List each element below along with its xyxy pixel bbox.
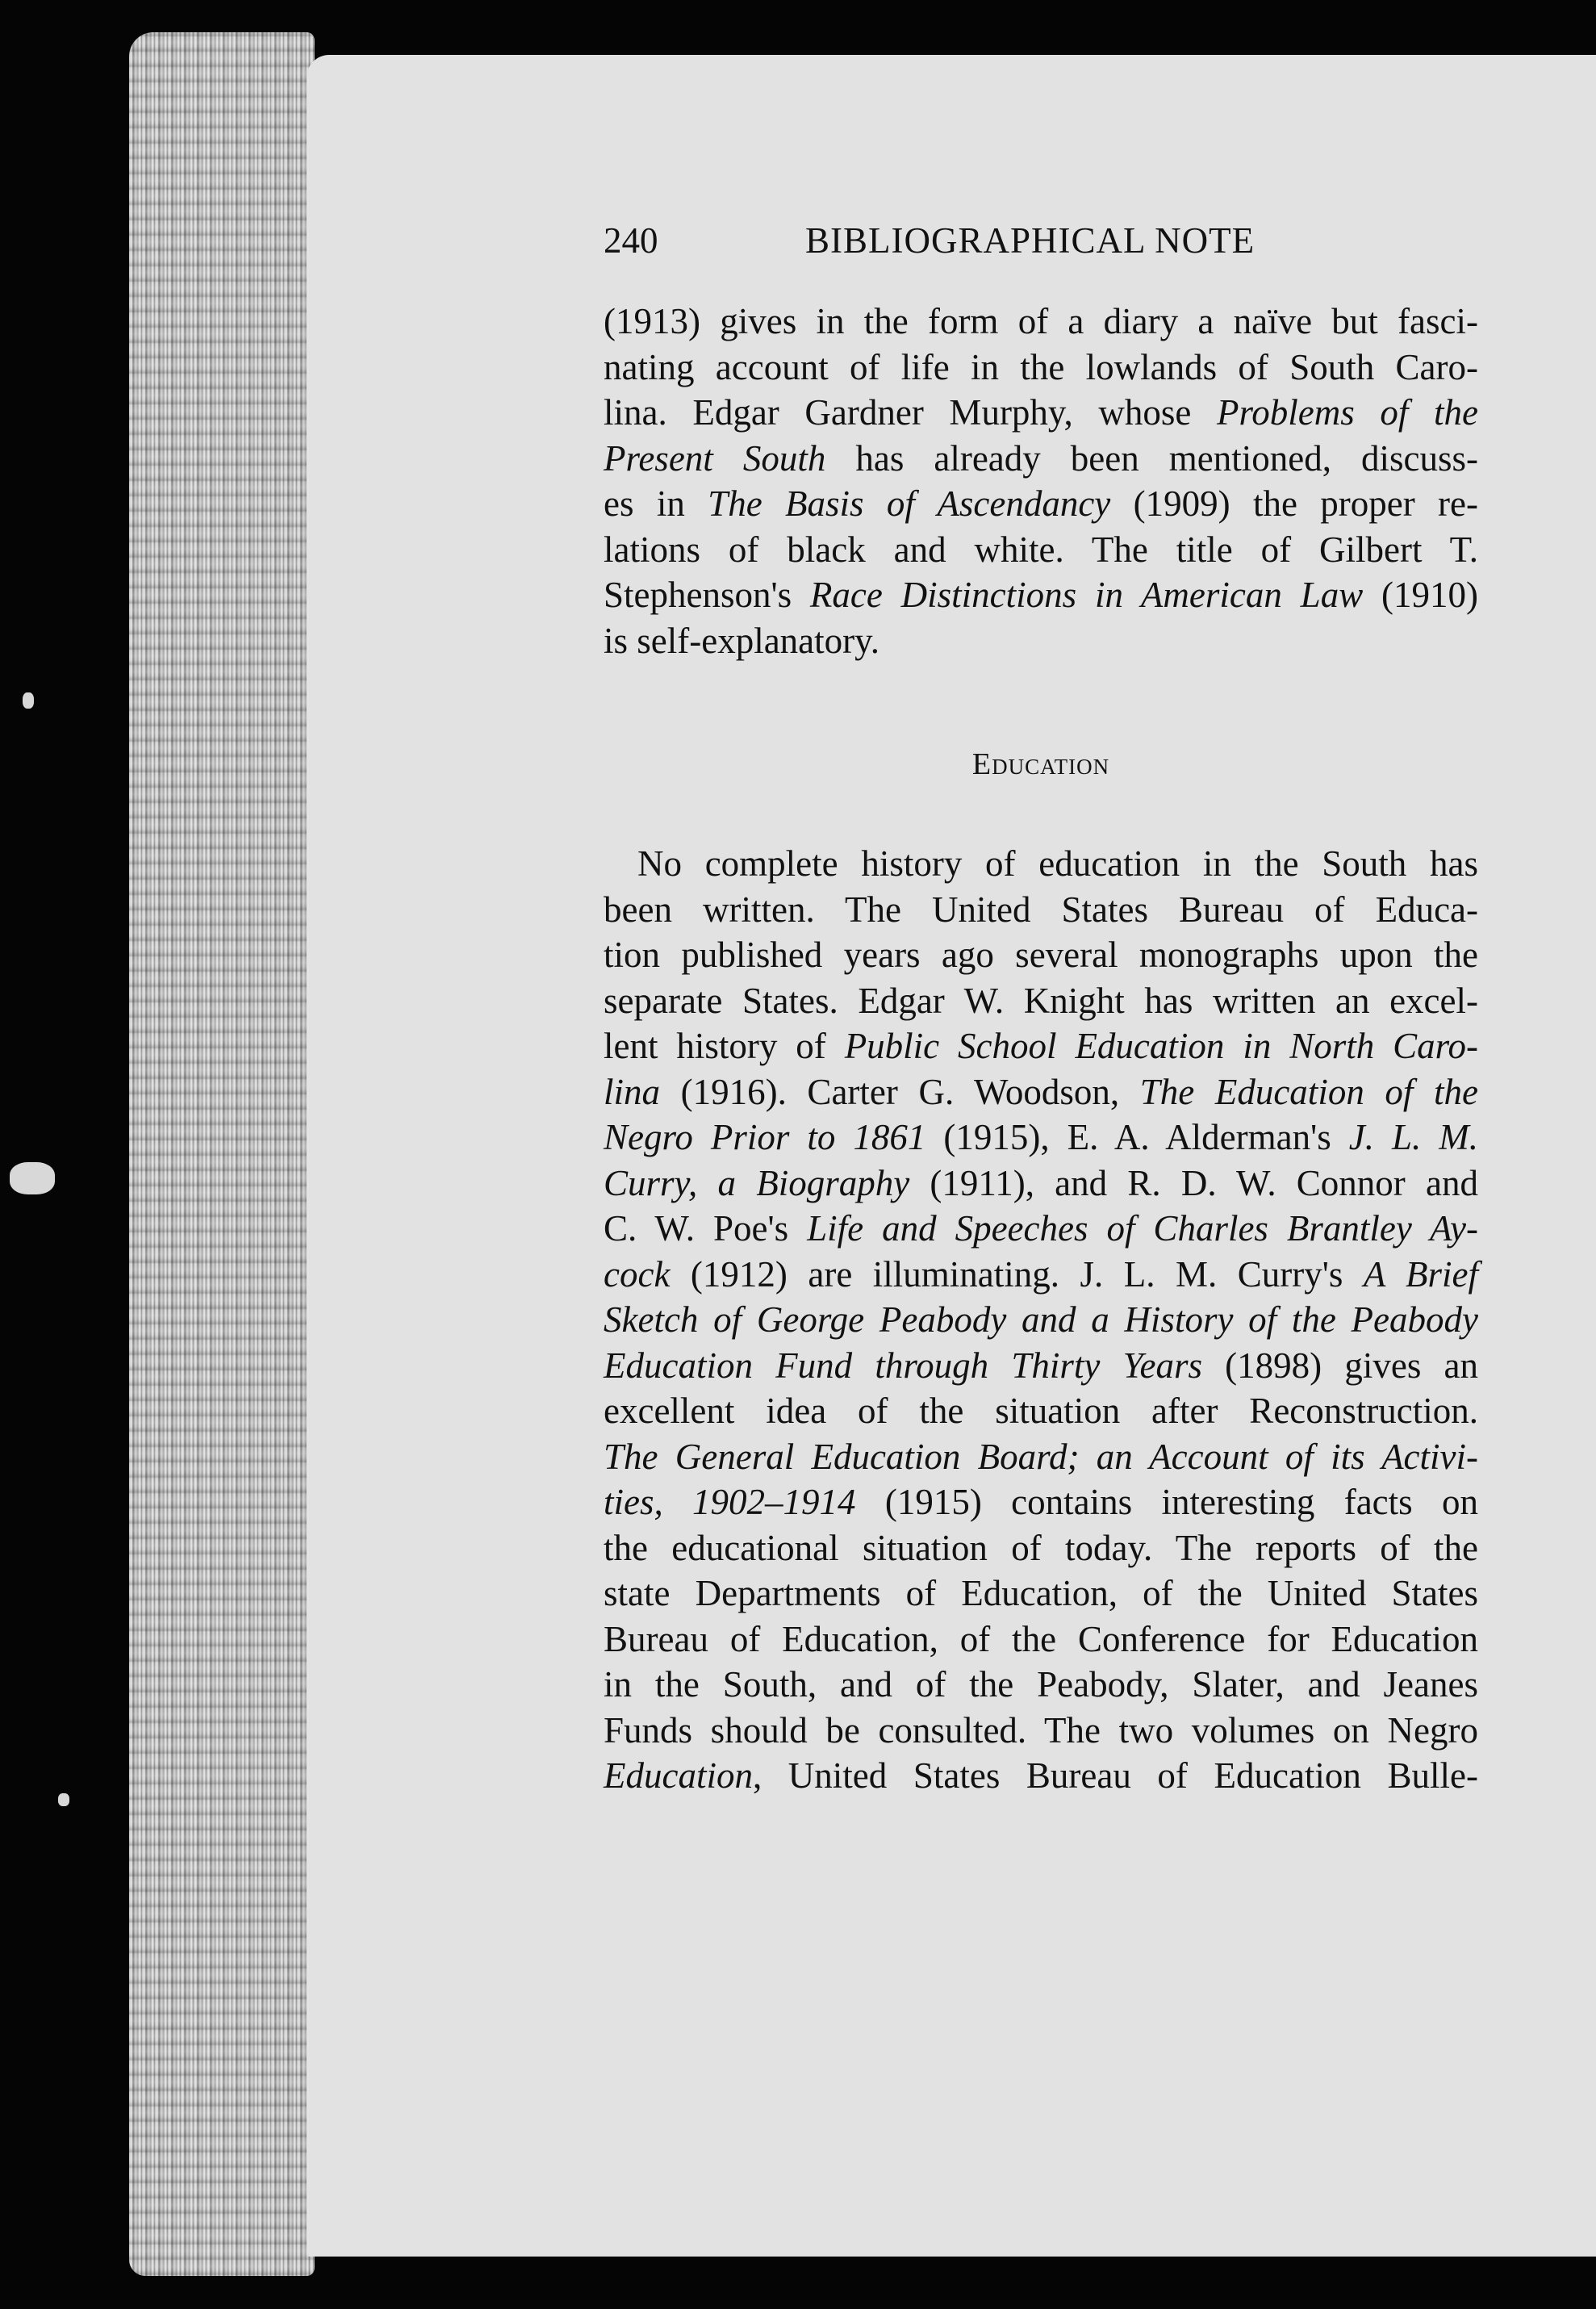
text-line — [604, 345, 1478, 391]
text-run: tion published years ago several monographs upon the — [604, 935, 1478, 975]
text-run: in the South, and of the Peabody, Slater, and Jeanes — [604, 1664, 1478, 1705]
text-run: (1910) — [1363, 575, 1478, 615]
text-run: separate States. Edgar W. Knight has written an excel- — [604, 980, 1478, 1021]
text-run: , United States Bureau of Education Bulle- — [752, 1755, 1478, 1796]
text-line — [604, 527, 1478, 573]
italic-title: cock — [604, 1253, 671, 1295]
page-stack-edge — [129, 32, 315, 2276]
gutter-speck — [58, 1793, 69, 1806]
text-line — [604, 1069, 1478, 1115]
italic-title: J. L. M. — [1348, 1117, 1478, 1157]
text-line — [604, 1023, 1478, 1069]
text-run: has already been mentioned, discuss- — [825, 437, 1478, 479]
text-run: Funds should be consulted. The two volumes on Negro — [604, 1709, 1478, 1751]
text-line — [604, 1206, 1478, 1252]
page-number: 240 — [604, 220, 658, 261]
text-run: is self-explanatory. — [604, 620, 879, 661]
text-line — [604, 1525, 1478, 1571]
text-run: been written. The United States Bureau of Educa- — [604, 889, 1478, 930]
text-run: Stephenson's — [604, 575, 810, 615]
italic-title: Education Fund through Thirty Years — [604, 1345, 1202, 1386]
italic-title: Public School Education in North Caro- — [844, 1026, 1478, 1066]
text-run: es in — [604, 483, 708, 524]
italic-title: ties, 1902–1914 — [604, 1482, 856, 1522]
running-title: BIBLIOGRAPHICAL NOTE — [805, 220, 1255, 261]
text-line — [604, 299, 1478, 345]
text-line — [604, 1161, 1478, 1207]
italic-title: The Basis of Ascendancy — [708, 483, 1111, 524]
paragraph-education — [604, 841, 1478, 1799]
italic-title: Sketch of George Peabody and a History of the Peabody — [604, 1299, 1478, 1340]
text-run: lina. Edgar Gardner Murphy, whose — [604, 392, 1217, 433]
text-line — [604, 841, 1478, 887]
text-line — [604, 1479, 1478, 1525]
italic-title: Curry, a Biography — [604, 1162, 910, 1203]
text-line — [604, 887, 1478, 933]
running-head — [604, 220, 1478, 268]
text-line — [604, 1434, 1478, 1480]
text-run: (1915), E. A. Alderman's — [925, 1117, 1349, 1157]
text-line — [604, 1708, 1478, 1754]
paragraph-race-relations — [604, 299, 1478, 663]
text-run: excellent idea of the situation after Reconstruction. — [604, 1391, 1478, 1431]
italic-title: Present South — [604, 437, 826, 479]
text-run: the educational situation of today. The reports of the — [604, 1527, 1478, 1568]
italic-title: Problems of the — [1216, 392, 1478, 433]
text-line — [604, 932, 1478, 978]
text-line — [604, 481, 1478, 527]
text-line — [604, 618, 1478, 664]
text-run: (1898) gives an — [1201, 1345, 1478, 1386]
text-run: C. W. Poe's — [604, 1208, 808, 1249]
gutter-speck — [10, 1162, 55, 1194]
italic-title: The General Education Board; an Account of its Activi- — [604, 1436, 1478, 1477]
text-line — [604, 1343, 1478, 1389]
text-line — [604, 390, 1478, 436]
section-heading: Education — [971, 747, 1110, 781]
text-line — [604, 978, 1478, 1024]
text-run: (1911), and R. D. W. Connor and — [909, 1162, 1478, 1203]
text-run: nating account of life in the lowlands of South Caro- — [604, 346, 1478, 387]
italic-title: lina — [604, 1071, 661, 1112]
text-run: lent history of — [604, 1026, 845, 1066]
text-line — [604, 1571, 1478, 1617]
text-run: (1916). Carter G. Woodson, — [660, 1071, 1140, 1112]
text-line — [604, 1662, 1478, 1708]
text-line — [604, 1115, 1478, 1161]
text-run: (1913) gives in the form of a diary a naïve but fasci- — [604, 301, 1478, 341]
text-line — [604, 436, 1478, 482]
text-line — [604, 1617, 1478, 1663]
italic-title: The Education of the — [1139, 1071, 1478, 1112]
italic-title: Race Distinctions in American Law — [809, 575, 1364, 615]
text-run: No complete history of education in the South has — [637, 843, 1478, 884]
text-run: (1915) contains interesting facts on — [855, 1482, 1478, 1522]
text-run: (1912) are illuminating. J. L. M. Curry's — [670, 1253, 1364, 1295]
text-run: Bureau of Education, of the Conference for Education — [604, 1618, 1478, 1659]
text-line — [604, 1252, 1478, 1298]
text-line — [604, 1753, 1478, 1799]
italic-title: Negro Prior to 1861 — [604, 1117, 926, 1157]
text-line — [604, 572, 1478, 618]
text-run: (1909) the proper re- — [1110, 483, 1478, 524]
gutter-speck — [23, 692, 34, 709]
text-line — [604, 1297, 1478, 1343]
italic-title: Education — [604, 1755, 753, 1796]
italic-title: Life and Speeches of Charles Brantley Ay- — [807, 1208, 1479, 1249]
text-run: lations of black and white. The title of Gilbert T. — [604, 529, 1478, 570]
italic-title: A Brief — [1363, 1253, 1479, 1295]
text-line — [604, 1388, 1478, 1434]
text-run: state Departments of Education, of the United States — [604, 1573, 1478, 1613]
